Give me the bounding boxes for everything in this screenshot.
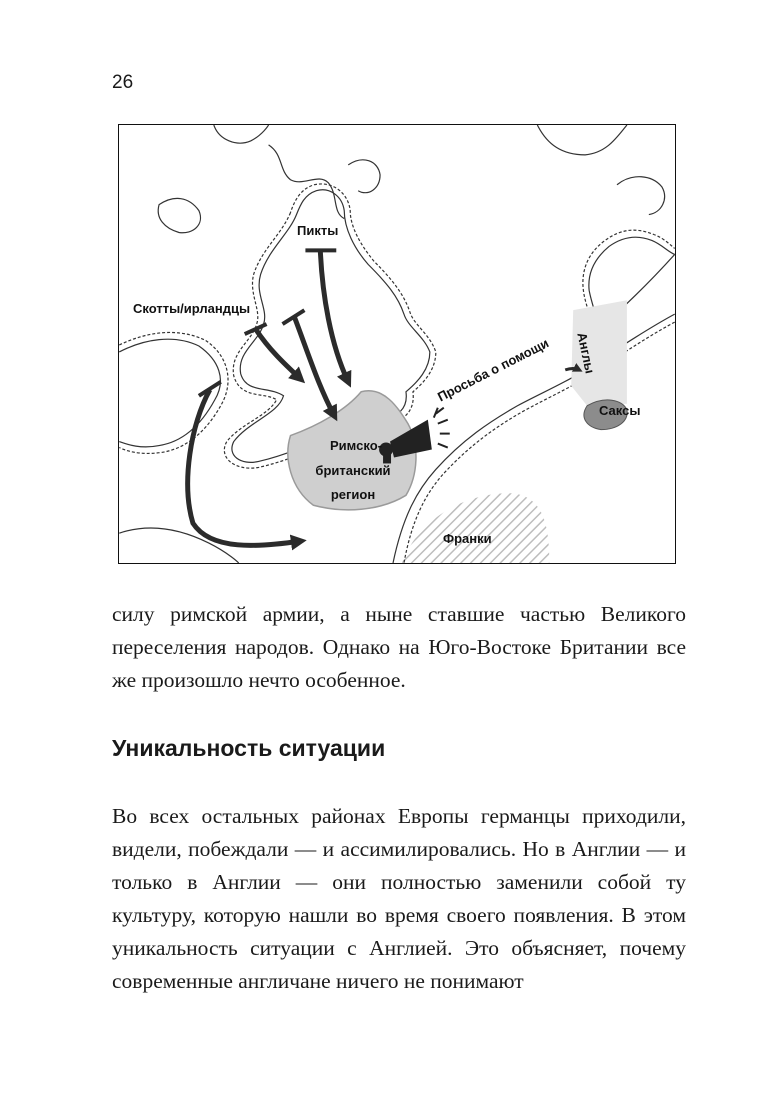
paragraph-2: Во всех остальных районах Европы германцы приходили, видели, побеждали — и ассимилировались. Но в Англии — и только в Англии — они полностью заменили собой ту культуру, которую нашли во время своего появления. В этом уникальность ситуации с Англией. Это объясняет, почему современные англичане ничего не понимают	[112, 804, 686, 993]
migration-map	[118, 124, 676, 564]
help-request-label: Просьба о помощи	[435, 335, 552, 405]
region-label-line1: Римско-	[330, 438, 382, 453]
angles-label: Англы	[574, 331, 598, 375]
paragraph-1: силу римской армии, а ныне ставшие частью Великого переселения народов. Однако на Юго-Востоке Британии все же произошло нечто особенное.	[112, 602, 686, 692]
saxons-label: Саксы	[599, 403, 641, 418]
arrow-icon	[565, 368, 579, 369]
scots-arrow-1	[256, 329, 301, 379]
scots-label: Скотты/ирландцы	[133, 301, 251, 316]
picts-label: Пикты	[297, 223, 339, 238]
region-label-line3: регион	[330, 487, 376, 502]
franks-territory	[402, 493, 549, 563]
region-label-line2: британский	[315, 463, 391, 478]
page-number: 26	[112, 72, 134, 93]
section-heading: Уникальность ситуации	[112, 735, 386, 761]
scots-arrow-2	[294, 317, 334, 416]
scots-arrow-bar-2	[283, 310, 305, 324]
picts-arrow	[320, 251, 348, 381]
franks-label: Франки	[443, 531, 492, 546]
